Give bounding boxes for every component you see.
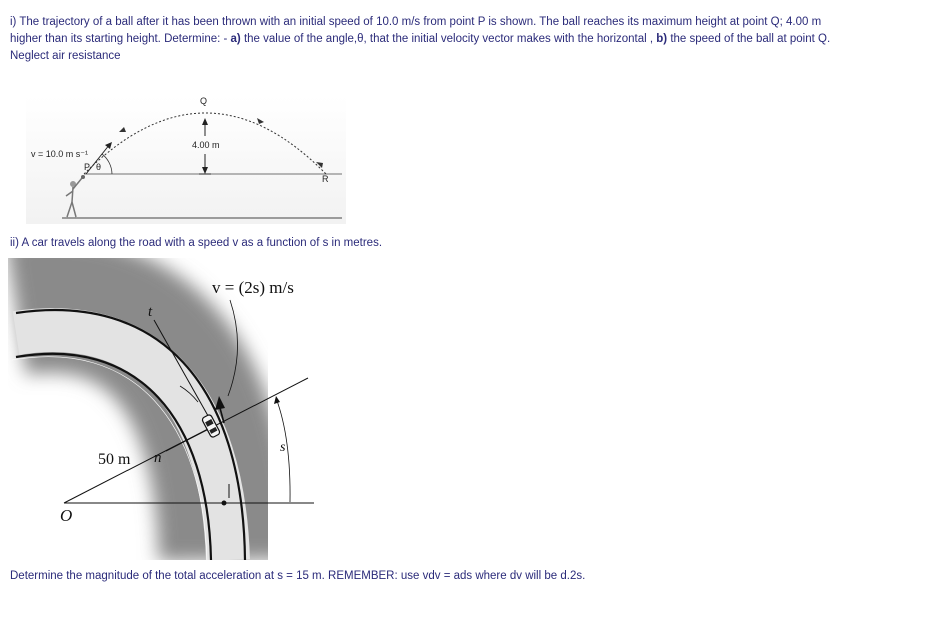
label-p: P — [84, 162, 91, 172]
problem-1-line-2: higher than its starting height. Determine: - a) the value of the angle,θ, that the initial velocity vector makes with the horizontal , b) the speed of the ball at point Q. — [10, 33, 831, 45]
trajectory-figure — [26, 92, 346, 224]
label-q: Q — [200, 96, 208, 106]
label-theta: θ — [96, 162, 102, 172]
label-radius: 50 m — [98, 451, 131, 468]
label-velocity: v = 10.0 m s⁻¹ — [31, 149, 89, 159]
reference-dot — [222, 501, 227, 506]
curved-road-figure — [8, 258, 338, 560]
label-equation: v = (2s) m/s — [212, 278, 294, 297]
problem-1-line-1: i) The trajectory of a ball after it has been thrown with an initial speed of 10.0 m/s from point P is shown. The ball reaches its maximum height at point Q; 4.00 m — [10, 16, 822, 28]
part-b-label: b) — [656, 33, 668, 45]
label-s: s — [280, 440, 286, 455]
label-r: R — [322, 174, 329, 184]
label-t: t — [148, 304, 153, 320]
part-a-label: a) — [230, 33, 241, 45]
problem-1-text — [10, 14, 910, 65]
problem-2-text: ii) A car travels along the road with a speed v as a function of s in metres. — [10, 237, 383, 249]
label-height: 4.00 m — [192, 140, 220, 150]
label-n: n — [154, 450, 162, 466]
problem-1-line-3: Neglect air resistance — [10, 50, 121, 62]
label-o: O — [60, 506, 73, 525]
problem-3-text: Determine the magnitude of the total acceleration at s = 15 m. REMEMBER: use vdv = ads where dv will be d.2s. — [10, 570, 586, 582]
